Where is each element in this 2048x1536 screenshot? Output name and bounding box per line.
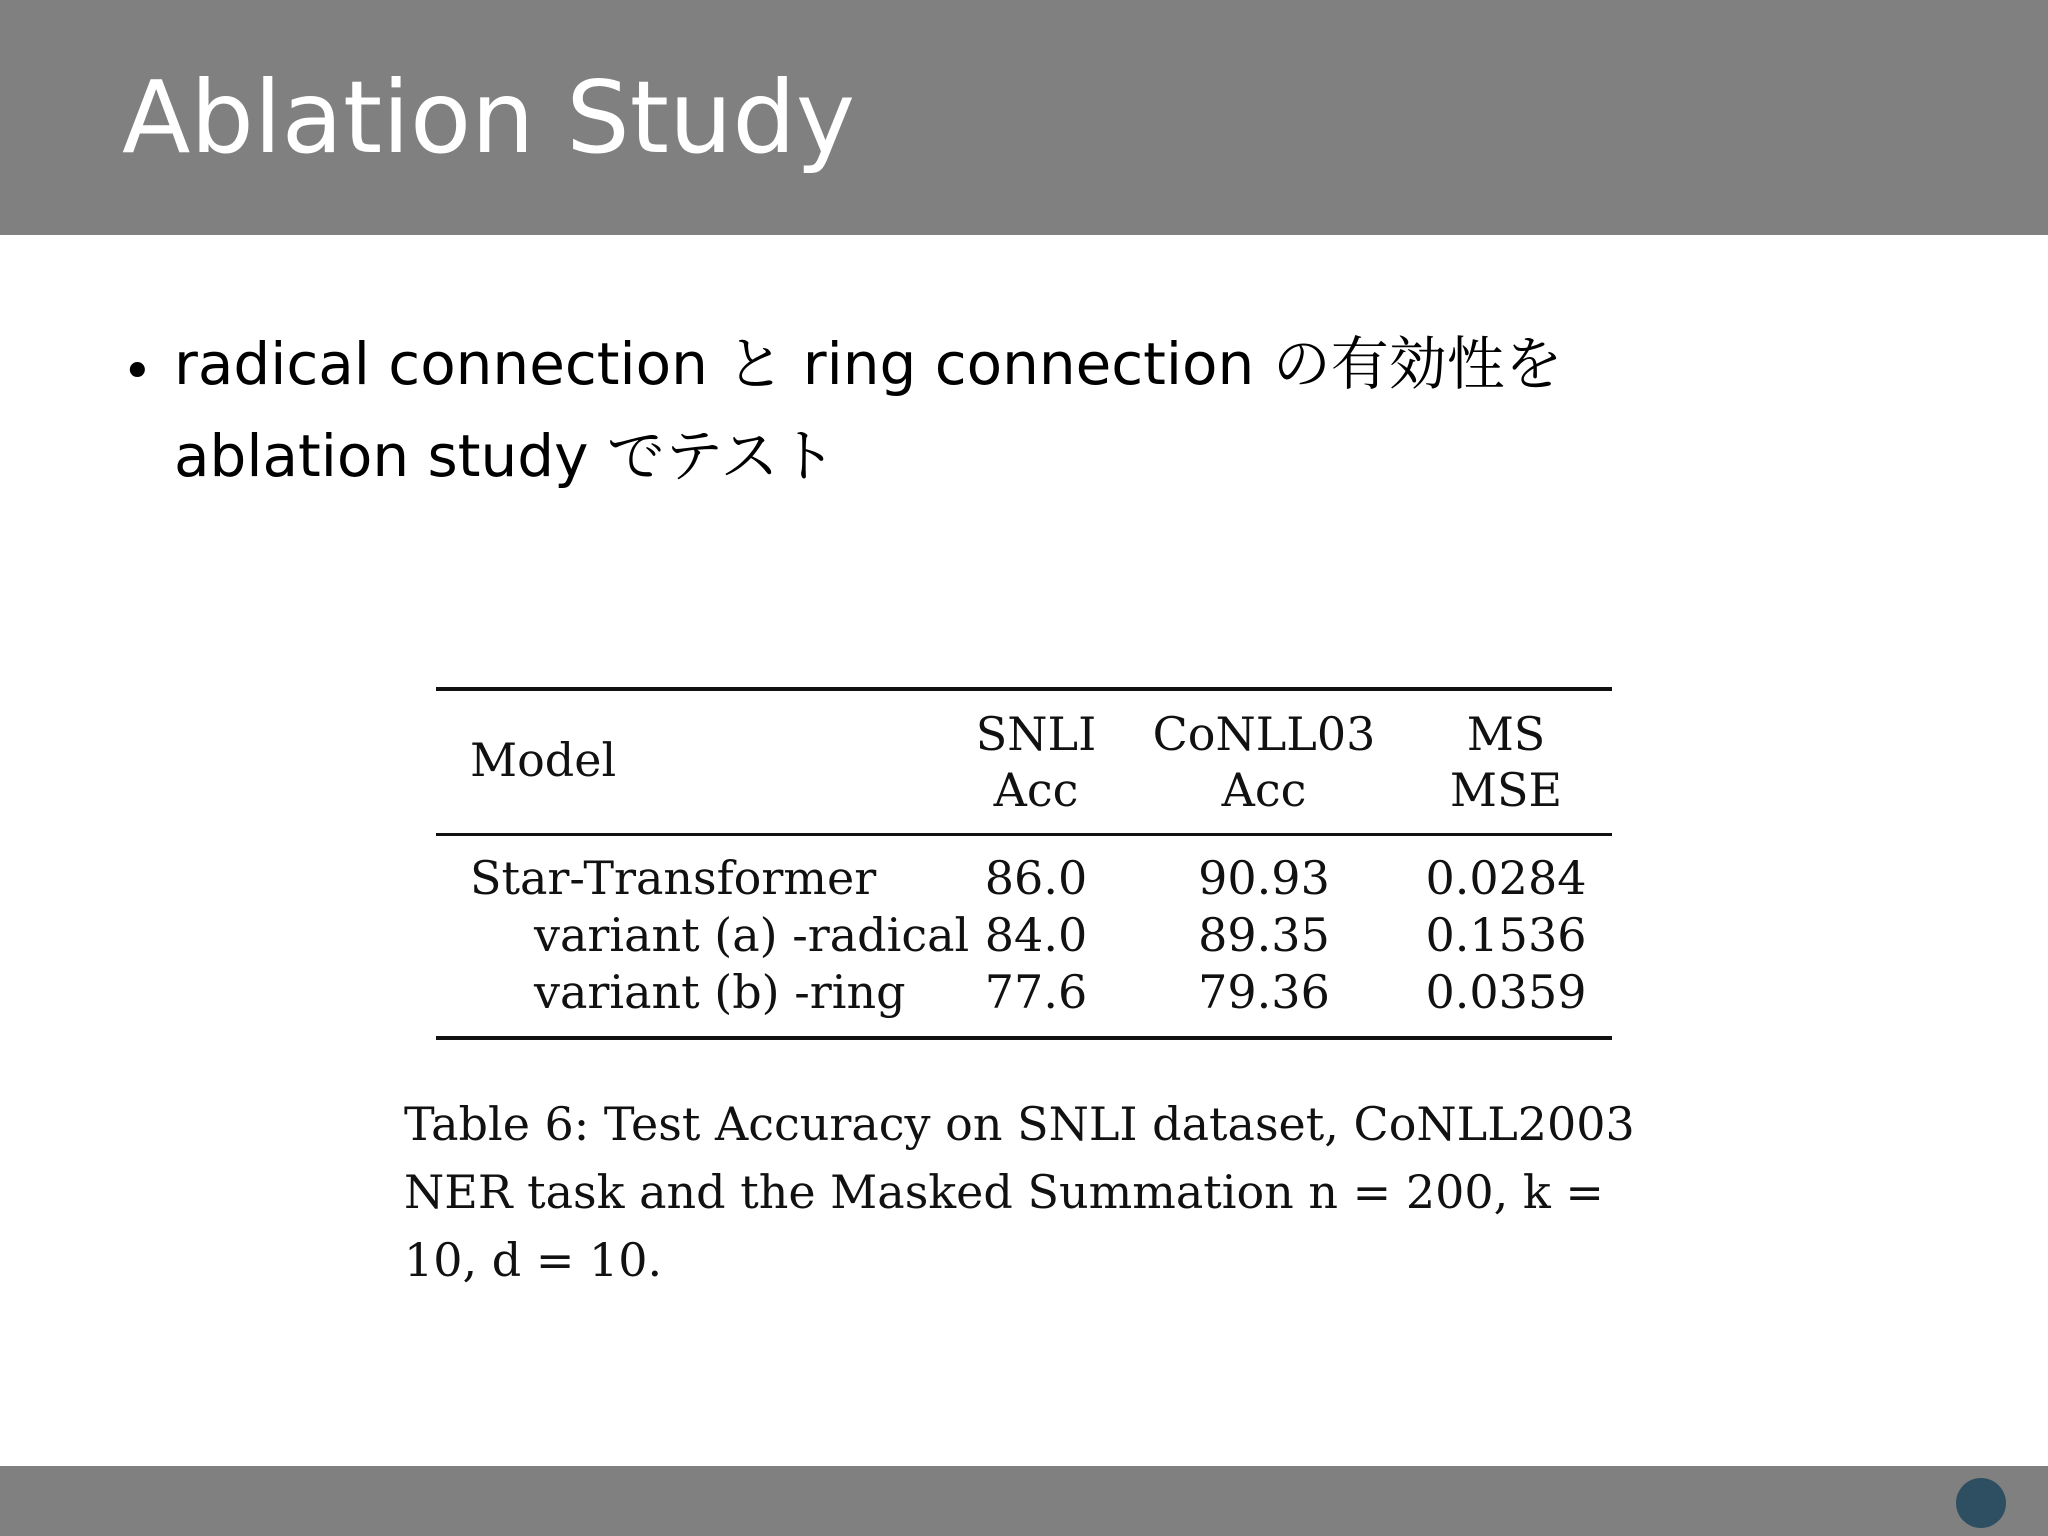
header-conll-line2: Acc xyxy=(1221,763,1307,817)
header-model: Model xyxy=(470,733,617,787)
bullet-item xyxy=(174,318,1742,502)
header-ms-line2: MSE xyxy=(1449,763,1563,817)
header-conll-line1: CoNLL03 xyxy=(1152,707,1376,761)
table-bottom-rule xyxy=(436,1036,1612,1040)
row-1-ms: 0.0284 xyxy=(1425,851,1587,905)
footer-bar xyxy=(0,1466,2048,1536)
header-snli-line2: Acc xyxy=(993,763,1079,817)
row-2-model: variant (a) -radical xyxy=(534,908,970,962)
bullet-line-2: ablation study でテスト xyxy=(174,422,837,490)
slide-nav-dot[interactable] xyxy=(1956,1478,2006,1528)
table-mid-rule xyxy=(436,833,1612,836)
table-caption xyxy=(404,1090,1654,1294)
bullet-line-1: radical connection と ring connection の有効性を xyxy=(174,330,1563,398)
row-2-conll: 89.35 xyxy=(1198,908,1330,962)
row-2-snli: 84.0 xyxy=(984,908,1088,962)
row-1-model: Star-Transformer xyxy=(470,851,877,905)
header-ms-line1: MS xyxy=(1466,707,1546,761)
bullet-marker: • xyxy=(122,342,153,402)
caption-line-3: 10, d = 10. xyxy=(404,1233,663,1287)
row-3-snli: 77.6 xyxy=(984,965,1088,1019)
table-top-rule xyxy=(436,687,1612,691)
caption-line-1: Table 6: Test Accuracy on SNLI dataset, CoNLL2003 xyxy=(404,1097,1635,1151)
row-3-conll: 79.36 xyxy=(1198,965,1330,1019)
row-1-snli: 86.0 xyxy=(984,851,1088,905)
row-1-conll: 90.93 xyxy=(1198,851,1330,905)
row-3-ms: 0.0359 xyxy=(1425,965,1587,1019)
row-3-model: variant (b) -ring xyxy=(534,965,906,1019)
row-2-ms: 0.1536 xyxy=(1425,908,1587,962)
paper-table-figure xyxy=(400,670,1660,1330)
header-snli-line1: SNLI xyxy=(975,707,1097,761)
caption-line-2: NER task and the Masked Summation n = 200, k = xyxy=(404,1165,1604,1219)
slide-title: Ablation Study xyxy=(122,59,856,176)
bullet-list xyxy=(122,318,1742,502)
